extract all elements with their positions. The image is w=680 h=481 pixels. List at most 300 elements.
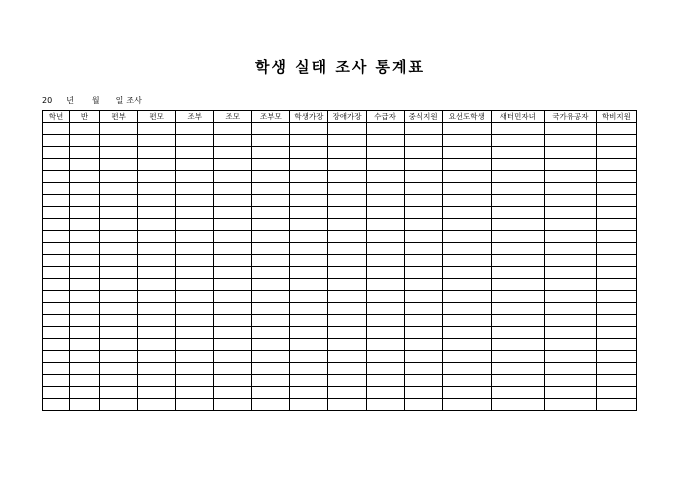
table-cell[interactable] xyxy=(43,219,70,231)
table-cell[interactable] xyxy=(252,183,290,195)
table-cell[interactable] xyxy=(43,171,70,183)
table-cell[interactable] xyxy=(290,195,328,207)
table-cell[interactable] xyxy=(138,171,176,183)
table-cell[interactable] xyxy=(491,375,544,387)
table-cell[interactable] xyxy=(100,267,138,279)
table-cell[interactable] xyxy=(138,219,176,231)
table-cell[interactable] xyxy=(290,327,328,339)
table-cell[interactable] xyxy=(491,159,544,171)
table-cell[interactable] xyxy=(491,135,544,147)
table-cell[interactable] xyxy=(176,375,214,387)
table-cell[interactable] xyxy=(596,219,636,231)
table-cell[interactable] xyxy=(70,135,100,147)
table-cell[interactable] xyxy=(442,219,491,231)
table-cell[interactable] xyxy=(404,279,442,291)
table-cell[interactable] xyxy=(366,231,404,243)
table-cell[interactable] xyxy=(176,243,214,255)
table-cell[interactable] xyxy=(43,339,70,351)
table-cell[interactable] xyxy=(70,327,100,339)
table-cell[interactable] xyxy=(214,387,252,399)
table-cell[interactable] xyxy=(138,147,176,159)
table-cell[interactable] xyxy=(442,375,491,387)
table-cell[interactable] xyxy=(366,171,404,183)
table-cell[interactable] xyxy=(138,207,176,219)
table-cell[interactable] xyxy=(70,219,100,231)
table-cell[interactable] xyxy=(214,159,252,171)
table-cell[interactable] xyxy=(366,303,404,315)
table-cell[interactable] xyxy=(70,303,100,315)
table-cell[interactable] xyxy=(176,255,214,267)
table-cell[interactable] xyxy=(544,195,596,207)
table-cell[interactable] xyxy=(138,291,176,303)
table-cell[interactable] xyxy=(176,399,214,411)
table-cell[interactable] xyxy=(252,327,290,339)
table-cell[interactable] xyxy=(290,207,328,219)
table-cell[interactable] xyxy=(544,303,596,315)
table-cell[interactable] xyxy=(328,123,366,135)
table-cell[interactable] xyxy=(214,291,252,303)
table-cell[interactable] xyxy=(366,255,404,267)
table-cell[interactable] xyxy=(491,147,544,159)
table-cell[interactable] xyxy=(290,243,328,255)
table-cell[interactable] xyxy=(43,303,70,315)
table-cell[interactable] xyxy=(252,315,290,327)
table-cell[interactable] xyxy=(404,303,442,315)
table-cell[interactable] xyxy=(328,243,366,255)
table-cell[interactable] xyxy=(290,339,328,351)
table-cell[interactable] xyxy=(290,135,328,147)
table-cell[interactable] xyxy=(70,243,100,255)
table-cell[interactable] xyxy=(366,327,404,339)
table-cell[interactable] xyxy=(214,255,252,267)
table-cell[interactable] xyxy=(491,363,544,375)
table-cell[interactable] xyxy=(176,219,214,231)
table-cell[interactable] xyxy=(290,267,328,279)
table-cell[interactable] xyxy=(43,255,70,267)
table-cell[interactable] xyxy=(366,291,404,303)
table-cell[interactable] xyxy=(70,207,100,219)
table-cell[interactable] xyxy=(404,291,442,303)
table-cell[interactable] xyxy=(252,159,290,171)
table-cell[interactable] xyxy=(596,255,636,267)
table-cell[interactable] xyxy=(290,291,328,303)
table-cell[interactable] xyxy=(404,207,442,219)
table-cell[interactable] xyxy=(176,339,214,351)
table-cell[interactable] xyxy=(544,159,596,171)
table-cell[interactable] xyxy=(366,195,404,207)
table-cell[interactable] xyxy=(252,219,290,231)
table-cell[interactable] xyxy=(100,375,138,387)
table-cell[interactable] xyxy=(214,207,252,219)
table-cell[interactable] xyxy=(214,219,252,231)
table-cell[interactable] xyxy=(214,375,252,387)
table-cell[interactable] xyxy=(43,327,70,339)
table-cell[interactable] xyxy=(290,375,328,387)
table-cell[interactable] xyxy=(100,303,138,315)
table-cell[interactable] xyxy=(491,207,544,219)
table-cell[interactable] xyxy=(491,399,544,411)
table-cell[interactable] xyxy=(404,135,442,147)
table-cell[interactable] xyxy=(442,195,491,207)
table-cell[interactable] xyxy=(43,267,70,279)
table-cell[interactable] xyxy=(596,399,636,411)
table-cell[interactable] xyxy=(544,351,596,363)
table-cell[interactable] xyxy=(100,183,138,195)
table-cell[interactable] xyxy=(138,339,176,351)
table-cell[interactable] xyxy=(442,387,491,399)
table-cell[interactable] xyxy=(100,363,138,375)
table-cell[interactable] xyxy=(596,327,636,339)
table-cell[interactable] xyxy=(366,207,404,219)
table-cell[interactable] xyxy=(328,399,366,411)
table-cell[interactable] xyxy=(252,243,290,255)
table-cell[interactable] xyxy=(491,291,544,303)
table-cell[interactable] xyxy=(404,159,442,171)
table-cell[interactable] xyxy=(442,255,491,267)
table-cell[interactable] xyxy=(176,171,214,183)
table-cell[interactable] xyxy=(290,387,328,399)
table-cell[interactable] xyxy=(544,243,596,255)
table-cell[interactable] xyxy=(366,387,404,399)
table-cell[interactable] xyxy=(544,171,596,183)
table-cell[interactable] xyxy=(290,147,328,159)
table-cell[interactable] xyxy=(100,243,138,255)
table-cell[interactable] xyxy=(214,351,252,363)
table-cell[interactable] xyxy=(328,135,366,147)
table-cell[interactable] xyxy=(138,303,176,315)
table-cell[interactable] xyxy=(290,183,328,195)
table-cell[interactable] xyxy=(596,303,636,315)
table-cell[interactable] xyxy=(491,123,544,135)
table-cell[interactable] xyxy=(366,339,404,351)
table-cell[interactable] xyxy=(328,303,366,315)
table-cell[interactable] xyxy=(442,399,491,411)
table-cell[interactable] xyxy=(596,123,636,135)
table-cell[interactable] xyxy=(214,183,252,195)
table-cell[interactable] xyxy=(328,291,366,303)
table-cell[interactable] xyxy=(214,171,252,183)
table-cell[interactable] xyxy=(442,159,491,171)
table-cell[interactable] xyxy=(544,375,596,387)
table-cell[interactable] xyxy=(404,195,442,207)
table-cell[interactable] xyxy=(100,135,138,147)
table-cell[interactable] xyxy=(596,375,636,387)
table-cell[interactable] xyxy=(290,363,328,375)
table-cell[interactable] xyxy=(43,351,70,363)
table-cell[interactable] xyxy=(596,279,636,291)
table-cell[interactable] xyxy=(328,147,366,159)
table-cell[interactable] xyxy=(404,399,442,411)
table-cell[interactable] xyxy=(100,387,138,399)
table-cell[interactable] xyxy=(138,279,176,291)
table-cell[interactable] xyxy=(100,399,138,411)
table-cell[interactable] xyxy=(442,279,491,291)
table-cell[interactable] xyxy=(138,351,176,363)
table-cell[interactable] xyxy=(100,279,138,291)
table-cell[interactable] xyxy=(596,207,636,219)
table-cell[interactable] xyxy=(442,207,491,219)
table-cell[interactable] xyxy=(544,387,596,399)
table-cell[interactable] xyxy=(43,195,70,207)
table-cell[interactable] xyxy=(100,207,138,219)
table-cell[interactable] xyxy=(596,159,636,171)
table-cell[interactable] xyxy=(100,159,138,171)
table-cell[interactable] xyxy=(252,363,290,375)
table-cell[interactable] xyxy=(43,135,70,147)
table-cell[interactable] xyxy=(596,147,636,159)
table-cell[interactable] xyxy=(544,135,596,147)
table-cell[interactable] xyxy=(328,339,366,351)
table-cell[interactable] xyxy=(328,255,366,267)
table-cell[interactable] xyxy=(328,351,366,363)
table-cell[interactable] xyxy=(43,207,70,219)
table-cell[interactable] xyxy=(491,303,544,315)
table-cell[interactable] xyxy=(596,135,636,147)
table-cell[interactable] xyxy=(404,183,442,195)
table-cell[interactable] xyxy=(176,267,214,279)
table-cell[interactable] xyxy=(43,243,70,255)
table-cell[interactable] xyxy=(70,159,100,171)
table-cell[interactable] xyxy=(442,135,491,147)
table-cell[interactable] xyxy=(214,363,252,375)
table-cell[interactable] xyxy=(214,267,252,279)
table-cell[interactable] xyxy=(442,351,491,363)
table-cell[interactable] xyxy=(138,231,176,243)
table-cell[interactable] xyxy=(491,195,544,207)
table-cell[interactable] xyxy=(596,267,636,279)
table-cell[interactable] xyxy=(43,183,70,195)
table-cell[interactable] xyxy=(366,351,404,363)
table-cell[interactable] xyxy=(43,291,70,303)
table-cell[interactable] xyxy=(138,183,176,195)
table-cell[interactable] xyxy=(138,363,176,375)
table-cell[interactable] xyxy=(596,363,636,375)
table-cell[interactable] xyxy=(70,315,100,327)
table-cell[interactable] xyxy=(404,243,442,255)
table-cell[interactable] xyxy=(176,183,214,195)
table-cell[interactable] xyxy=(491,315,544,327)
table-cell[interactable] xyxy=(366,399,404,411)
table-cell[interactable] xyxy=(544,399,596,411)
table-cell[interactable] xyxy=(442,231,491,243)
table-cell[interactable] xyxy=(138,399,176,411)
table-cell[interactable] xyxy=(491,183,544,195)
table-cell[interactable] xyxy=(43,315,70,327)
table-cell[interactable] xyxy=(442,327,491,339)
table-cell[interactable] xyxy=(176,387,214,399)
table-cell[interactable] xyxy=(214,195,252,207)
table-cell[interactable] xyxy=(138,159,176,171)
table-cell[interactable] xyxy=(100,255,138,267)
table-cell[interactable] xyxy=(596,183,636,195)
table-cell[interactable] xyxy=(404,339,442,351)
table-cell[interactable] xyxy=(404,147,442,159)
table-cell[interactable] xyxy=(366,135,404,147)
table-cell[interactable] xyxy=(138,327,176,339)
table-cell[interactable] xyxy=(404,219,442,231)
table-cell[interactable] xyxy=(491,255,544,267)
table-cell[interactable] xyxy=(214,339,252,351)
table-cell[interactable] xyxy=(43,123,70,135)
table-cell[interactable] xyxy=(290,171,328,183)
table-cell[interactable] xyxy=(491,243,544,255)
table-cell[interactable] xyxy=(252,135,290,147)
table-cell[interactable] xyxy=(70,375,100,387)
table-cell[interactable] xyxy=(328,267,366,279)
table-cell[interactable] xyxy=(214,123,252,135)
table-cell[interactable] xyxy=(70,399,100,411)
table-cell[interactable] xyxy=(176,207,214,219)
table-cell[interactable] xyxy=(176,291,214,303)
table-cell[interactable] xyxy=(404,315,442,327)
table-cell[interactable] xyxy=(138,315,176,327)
table-cell[interactable] xyxy=(596,387,636,399)
table-cell[interactable] xyxy=(596,315,636,327)
table-cell[interactable] xyxy=(596,339,636,351)
table-cell[interactable] xyxy=(138,195,176,207)
table-cell[interactable] xyxy=(176,351,214,363)
table-cell[interactable] xyxy=(176,159,214,171)
table-cell[interactable] xyxy=(442,291,491,303)
table-cell[interactable] xyxy=(596,231,636,243)
table-cell[interactable] xyxy=(544,207,596,219)
table-cell[interactable] xyxy=(214,303,252,315)
table-cell[interactable] xyxy=(328,171,366,183)
table-cell[interactable] xyxy=(290,159,328,171)
table-cell[interactable] xyxy=(252,279,290,291)
table-cell[interactable] xyxy=(328,219,366,231)
table-cell[interactable] xyxy=(404,267,442,279)
table-cell[interactable] xyxy=(491,267,544,279)
table-cell[interactable] xyxy=(544,123,596,135)
table-cell[interactable] xyxy=(596,171,636,183)
table-cell[interactable] xyxy=(252,351,290,363)
table-cell[interactable] xyxy=(43,147,70,159)
table-cell[interactable] xyxy=(214,315,252,327)
table-cell[interactable] xyxy=(176,231,214,243)
table-cell[interactable] xyxy=(596,291,636,303)
table-cell[interactable] xyxy=(290,231,328,243)
table-cell[interactable] xyxy=(544,279,596,291)
table-cell[interactable] xyxy=(252,303,290,315)
table-cell[interactable] xyxy=(366,267,404,279)
table-cell[interactable] xyxy=(366,363,404,375)
table-cell[interactable] xyxy=(544,327,596,339)
table-cell[interactable] xyxy=(366,219,404,231)
table-cell[interactable] xyxy=(544,363,596,375)
table-cell[interactable] xyxy=(544,183,596,195)
table-cell[interactable] xyxy=(252,255,290,267)
table-cell[interactable] xyxy=(366,315,404,327)
table-cell[interactable] xyxy=(138,243,176,255)
table-cell[interactable] xyxy=(252,267,290,279)
table-cell[interactable] xyxy=(442,147,491,159)
table-cell[interactable] xyxy=(100,351,138,363)
table-cell[interactable] xyxy=(290,399,328,411)
table-cell[interactable] xyxy=(328,315,366,327)
table-cell[interactable] xyxy=(138,135,176,147)
table-cell[interactable] xyxy=(70,147,100,159)
table-cell[interactable] xyxy=(544,255,596,267)
table-cell[interactable] xyxy=(252,171,290,183)
table-cell[interactable] xyxy=(70,195,100,207)
table-cell[interactable] xyxy=(176,147,214,159)
table-cell[interactable] xyxy=(442,303,491,315)
table-cell[interactable] xyxy=(290,315,328,327)
table-cell[interactable] xyxy=(544,339,596,351)
table-cell[interactable] xyxy=(70,255,100,267)
table-cell[interactable] xyxy=(290,303,328,315)
table-cell[interactable] xyxy=(138,375,176,387)
table-cell[interactable] xyxy=(442,363,491,375)
table-cell[interactable] xyxy=(328,363,366,375)
table-cell[interactable] xyxy=(544,219,596,231)
table-cell[interactable] xyxy=(70,291,100,303)
table-cell[interactable] xyxy=(100,147,138,159)
table-cell[interactable] xyxy=(138,255,176,267)
table-cell[interactable] xyxy=(100,219,138,231)
table-cell[interactable] xyxy=(596,195,636,207)
table-cell[interactable] xyxy=(404,255,442,267)
table-cell[interactable] xyxy=(43,159,70,171)
table-cell[interactable] xyxy=(366,375,404,387)
table-cell[interactable] xyxy=(70,279,100,291)
table-cell[interactable] xyxy=(328,231,366,243)
table-cell[interactable] xyxy=(328,159,366,171)
table-cell[interactable] xyxy=(290,123,328,135)
table-cell[interactable] xyxy=(544,291,596,303)
table-cell[interactable] xyxy=(252,147,290,159)
table-cell[interactable] xyxy=(138,387,176,399)
table-cell[interactable] xyxy=(491,219,544,231)
table-cell[interactable] xyxy=(442,315,491,327)
table-cell[interactable] xyxy=(544,147,596,159)
table-cell[interactable] xyxy=(176,363,214,375)
table-cell[interactable] xyxy=(404,387,442,399)
table-cell[interactable] xyxy=(70,351,100,363)
table-cell[interactable] xyxy=(366,159,404,171)
table-cell[interactable] xyxy=(328,183,366,195)
table-cell[interactable] xyxy=(491,387,544,399)
table-cell[interactable] xyxy=(100,171,138,183)
table-cell[interactable] xyxy=(214,243,252,255)
table-cell[interactable] xyxy=(442,123,491,135)
table-cell[interactable] xyxy=(328,279,366,291)
table-cell[interactable] xyxy=(491,171,544,183)
table-cell[interactable] xyxy=(544,267,596,279)
table-cell[interactable] xyxy=(214,231,252,243)
table-cell[interactable] xyxy=(43,279,70,291)
table-cell[interactable] xyxy=(100,231,138,243)
table-cell[interactable] xyxy=(252,387,290,399)
table-cell[interactable] xyxy=(70,171,100,183)
table-cell[interactable] xyxy=(252,231,290,243)
table-cell[interactable] xyxy=(544,231,596,243)
table-cell[interactable] xyxy=(43,375,70,387)
table-cell[interactable] xyxy=(290,351,328,363)
table-cell[interactable] xyxy=(138,123,176,135)
table-cell[interactable] xyxy=(176,123,214,135)
table-cell[interactable] xyxy=(176,135,214,147)
table-cell[interactable] xyxy=(491,339,544,351)
table-cell[interactable] xyxy=(176,303,214,315)
table-cell[interactable] xyxy=(252,399,290,411)
table-cell[interactable] xyxy=(404,231,442,243)
table-cell[interactable] xyxy=(491,327,544,339)
table-cell[interactable] xyxy=(176,315,214,327)
table-cell[interactable] xyxy=(290,219,328,231)
table-cell[interactable] xyxy=(290,279,328,291)
